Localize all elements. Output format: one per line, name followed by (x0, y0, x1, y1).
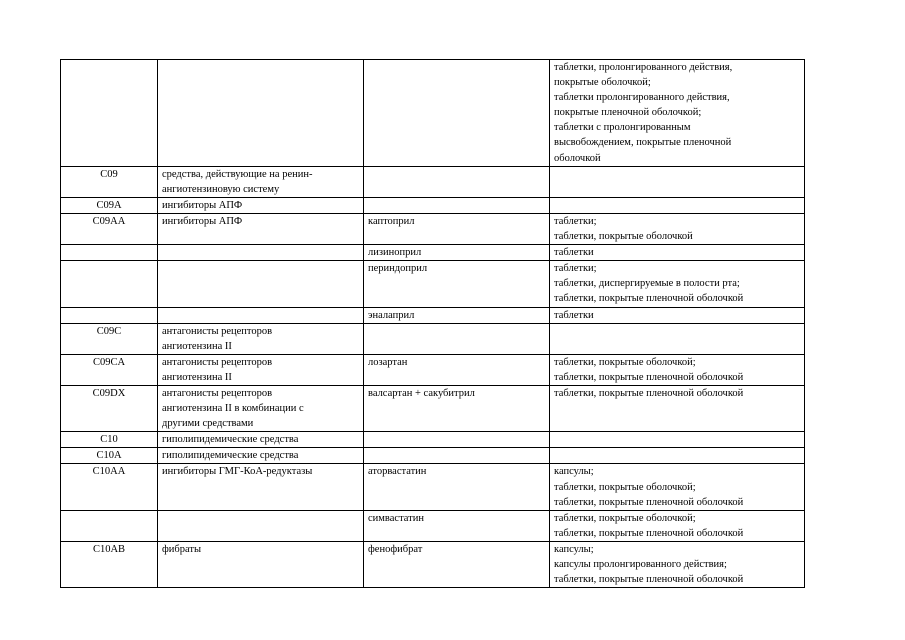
table-row (61, 448, 805, 464)
table-row (61, 213, 805, 244)
dosage-form-cell: таблетки, покрытые пленочной оболочкой (550, 385, 805, 431)
atc-group-cell: фибраты (158, 541, 364, 587)
dosage-form-cell: таблетки, покрытые оболочкой; таблетки, покрытые пленочной оболочкой (550, 354, 805, 385)
atc-code-cell: C10AA (61, 464, 158, 510)
drug-name-cell: лизиноприл (364, 245, 550, 261)
table-row (61, 464, 805, 510)
drug-name-cell: симвастатин (364, 510, 550, 541)
drug-name-cell: аторвастатин (364, 464, 550, 510)
atc-group-cell: гиполипидемические средства (158, 448, 364, 464)
drug-name-cell: фенофибрат (364, 541, 550, 587)
atc-group-cell: ингибиторы АПФ (158, 197, 364, 213)
table-row (61, 385, 805, 431)
atc-group-cell: ингибиторы АПФ (158, 213, 364, 244)
table-row (61, 261, 805, 307)
atc-group-cell (158, 60, 364, 167)
table-row (61, 60, 805, 167)
atc-group-cell: антагонисты рецепторов ангиотензина II в комбинации с другими средствами (158, 385, 364, 431)
atc-code-cell: C10 (61, 432, 158, 448)
dosage-form-cell (550, 323, 805, 354)
atc-code-cell: C10A (61, 448, 158, 464)
table-row (61, 323, 805, 354)
drug-name-cell (364, 60, 550, 167)
drug-name-cell (364, 197, 550, 213)
atc-group-cell (158, 261, 364, 307)
table-row (61, 432, 805, 448)
atc-group-cell (158, 307, 364, 323)
atc-group-cell: гиполипидемические средства (158, 432, 364, 448)
drug-name-cell: валсартан + сакубитрил (364, 385, 550, 431)
drug-classification-table (60, 59, 805, 588)
atc-code-cell (61, 307, 158, 323)
table-row (61, 197, 805, 213)
dosage-form-cell (550, 432, 805, 448)
atc-code-cell: C10AB (61, 541, 158, 587)
dosage-form-cell: таблетки (550, 245, 805, 261)
table-row (61, 245, 805, 261)
dosage-form-cell (550, 166, 805, 197)
table-row (61, 510, 805, 541)
dosage-form-cell: капсулы; таблетки, покрытые оболочкой; таблетки, покрытые пленочной оболочкой (550, 464, 805, 510)
table-row (61, 541, 805, 587)
drug-name-cell (364, 166, 550, 197)
table-row (61, 166, 805, 197)
table-body (61, 60, 805, 588)
drug-name-cell (364, 432, 550, 448)
atc-code-cell: C09CA (61, 354, 158, 385)
atc-code-cell (61, 245, 158, 261)
atc-group-cell (158, 510, 364, 541)
dosage-form-cell: таблетки, пролонгированного действия, покрытые оболочкой; таблетки пролонгированного действия, покрытые пленочной оболочкой; таблетки с пролонгированным высвобождением, покрытые пленочной оболочкой (550, 60, 805, 167)
atc-code-cell: C09 (61, 166, 158, 197)
dosage-form-cell: таблетки (550, 307, 805, 323)
atc-code-cell (61, 261, 158, 307)
dosage-form-cell (550, 448, 805, 464)
drug-name-cell: эналаприл (364, 307, 550, 323)
dosage-form-cell: капсулы; капсулы пролонгированного действия; таблетки, покрытые пленочной оболочкой (550, 541, 805, 587)
atc-group-cell: средства, действующие на ренин- ангиотензиновую систему (158, 166, 364, 197)
drug-name-cell: каптоприл (364, 213, 550, 244)
table-row (61, 307, 805, 323)
atc-code-cell: C09A (61, 197, 158, 213)
atc-code-cell: C09DX (61, 385, 158, 431)
atc-group-cell: ингибиторы ГМГ-КоА-редуктазы (158, 464, 364, 510)
dosage-form-cell (550, 197, 805, 213)
atc-group-cell: антагонисты рецепторов ангиотензина II (158, 354, 364, 385)
atc-group-cell: антагонисты рецепторов ангиотензина II (158, 323, 364, 354)
drug-name-cell: лозартан (364, 354, 550, 385)
atc-code-cell (61, 510, 158, 541)
atc-code-cell: C09AA (61, 213, 158, 244)
drug-name-cell (364, 323, 550, 354)
drug-name-cell (364, 448, 550, 464)
atc-code-cell: C09C (61, 323, 158, 354)
drug-name-cell: периндоприл (364, 261, 550, 307)
dosage-form-cell: таблетки, покрытые оболочкой; таблетки, покрытые пленочной оболочкой (550, 510, 805, 541)
dosage-form-cell: таблетки; таблетки, покрытые оболочкой (550, 213, 805, 244)
atc-code-cell (61, 60, 158, 167)
table-row (61, 354, 805, 385)
atc-group-cell (158, 245, 364, 261)
dosage-form-cell: таблетки; таблетки, диспергируемые в полости рта; таблетки, покрытые пленочной оболочкой (550, 261, 805, 307)
